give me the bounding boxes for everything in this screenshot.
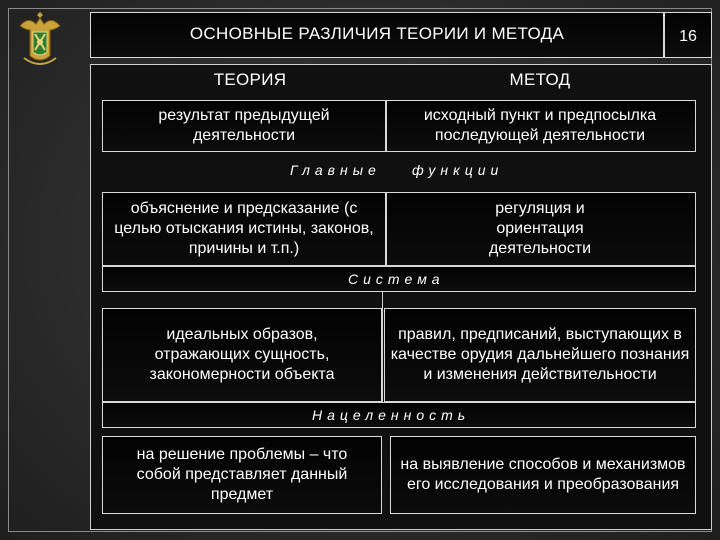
- theory-header: ТЕОРИЯ: [213, 70, 287, 89]
- functions-label-left: Главные: [290, 162, 381, 178]
- method-definition: исходный пункт и предпосылка последующей деятельности: [423, 107, 657, 144]
- method-functions: регуляция и ориентация деятельности: [488, 200, 592, 257]
- theory-focus: на решение проблемы – что собой представляет данный предмет: [136, 446, 348, 503]
- coat-of-arms-icon: [14, 12, 66, 72]
- slide-title: ОСНОВНЫЕ РАЗЛИЧИЯ ТЕОРИИ И МЕТОДА: [189, 24, 565, 43]
- theory-definition: результат предыдущей деятельности: [158, 107, 330, 144]
- theory-functions: объяснение и предсказание (с целью отыскания истины, законов, причины и т.п.): [114, 200, 374, 257]
- functions-label-right: функции: [412, 162, 504, 178]
- system-label: Система: [348, 271, 445, 287]
- theory-system: идеальных образов, отражающих сущность, закономерности объекта: [149, 326, 335, 383]
- system-divider: [382, 292, 383, 402]
- method-system: правил, предписаний, выступающих в качестве орудия дальнейшего познания и изменения действительности: [390, 326, 690, 383]
- method-header: МЕТОД: [509, 70, 571, 89]
- page-number: 16: [679, 28, 697, 45]
- focus-label: Нацеленность: [312, 407, 471, 423]
- method-focus: на выявление способов и механизмов его исследования и преобразования: [400, 456, 686, 493]
